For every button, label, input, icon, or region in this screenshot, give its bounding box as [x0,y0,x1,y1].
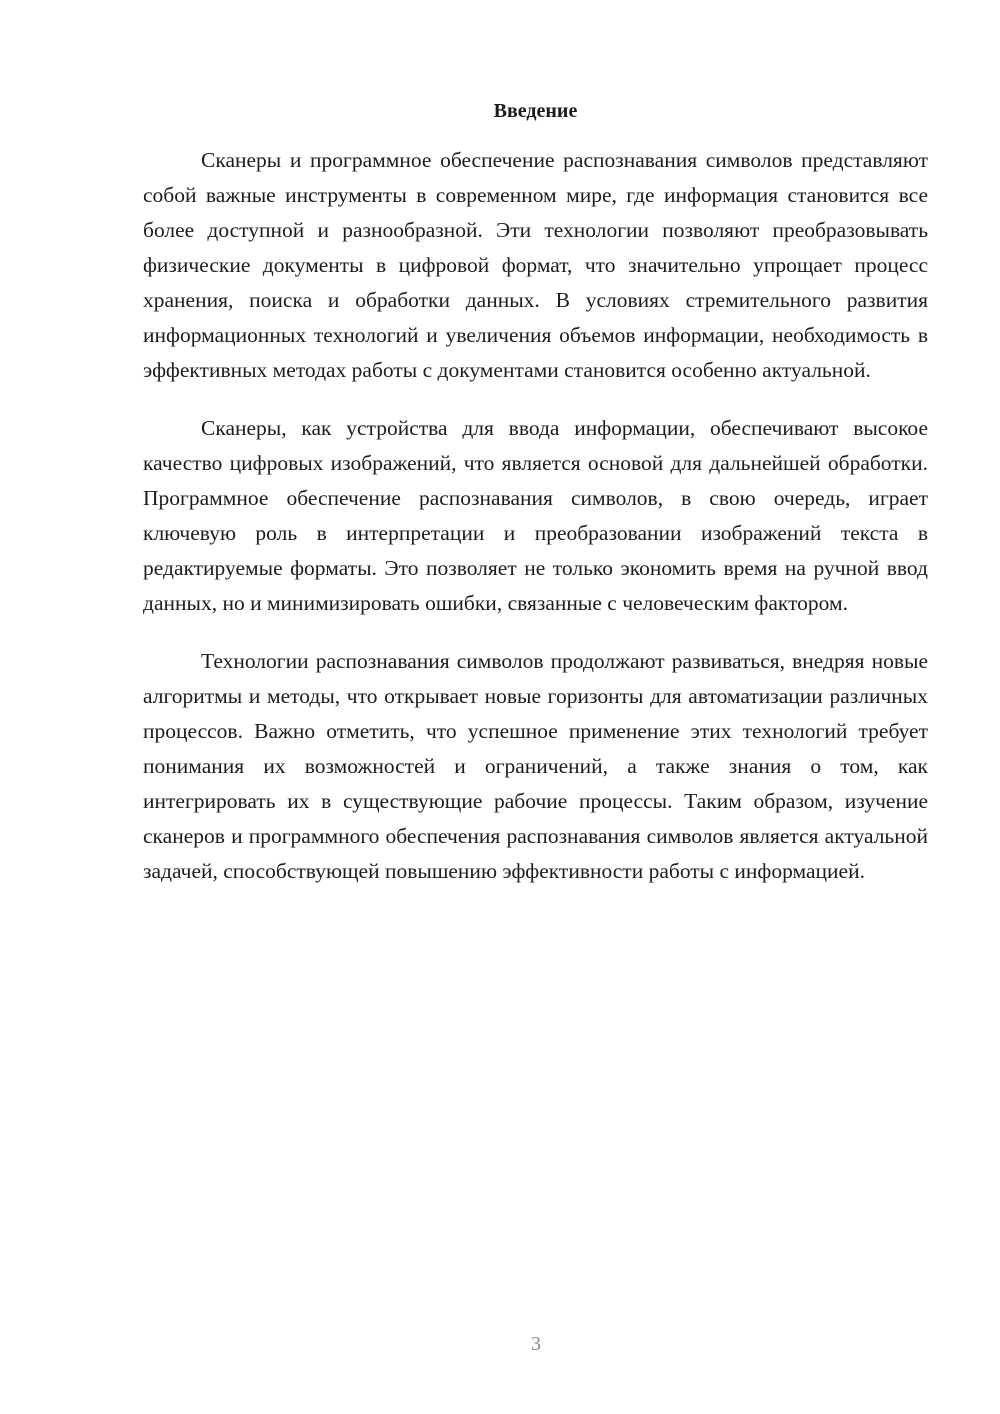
paragraph-2: Сканеры, как устройства для ввода информации, обеспечивают высокое качество цифровых изображений, что является основой для дальнейшей обработки. Программное обеспечение распознавания символов, в свою очередь, играет ключевую роль в интерпретации и преобразовании изображений текста в редактируемые форматы. Это позволяет не только экономить время на ручной ввод данных, но и минимизировать ошибки, связанные с человеческим фактором. [143,416,928,615]
page-number: 3 [531,1333,541,1355]
section-heading: Введение [493,100,578,122]
paragraph-3: Технологии распознавания символов продолжают развиваться, внедряя новые алгоритмы и методы, что открывает новые горизонты для автоматизации различных процессов. Важно отметить, что успешное применение этих технологий требует понимания их возможностей и ограничений, а также знания о том, как интегрировать их в существующие рабочие процессы. Таким образом, изучение сканеров и программного обеспечения распознавания символов является актуальной задачей, способствующей повышению эффективности работы с информацией. [143,649,928,883]
page-content [143,95,928,912]
paragraph-1: Сканеры и программное обеспечение распознавания символов представляют собой важные инструменты в современном мире, где информация становится все более доступной и разнообразной. Эти технологии позволяют преобразовывать физические документы в цифровой формат, что значительно упрощает процесс хранения, поиска и обработки данных. В условиях стремительного развития информационных технологий и увеличения объемов информации, необходимость в эффективных методах работы с документами становится особенно актуальной. [143,148,928,382]
